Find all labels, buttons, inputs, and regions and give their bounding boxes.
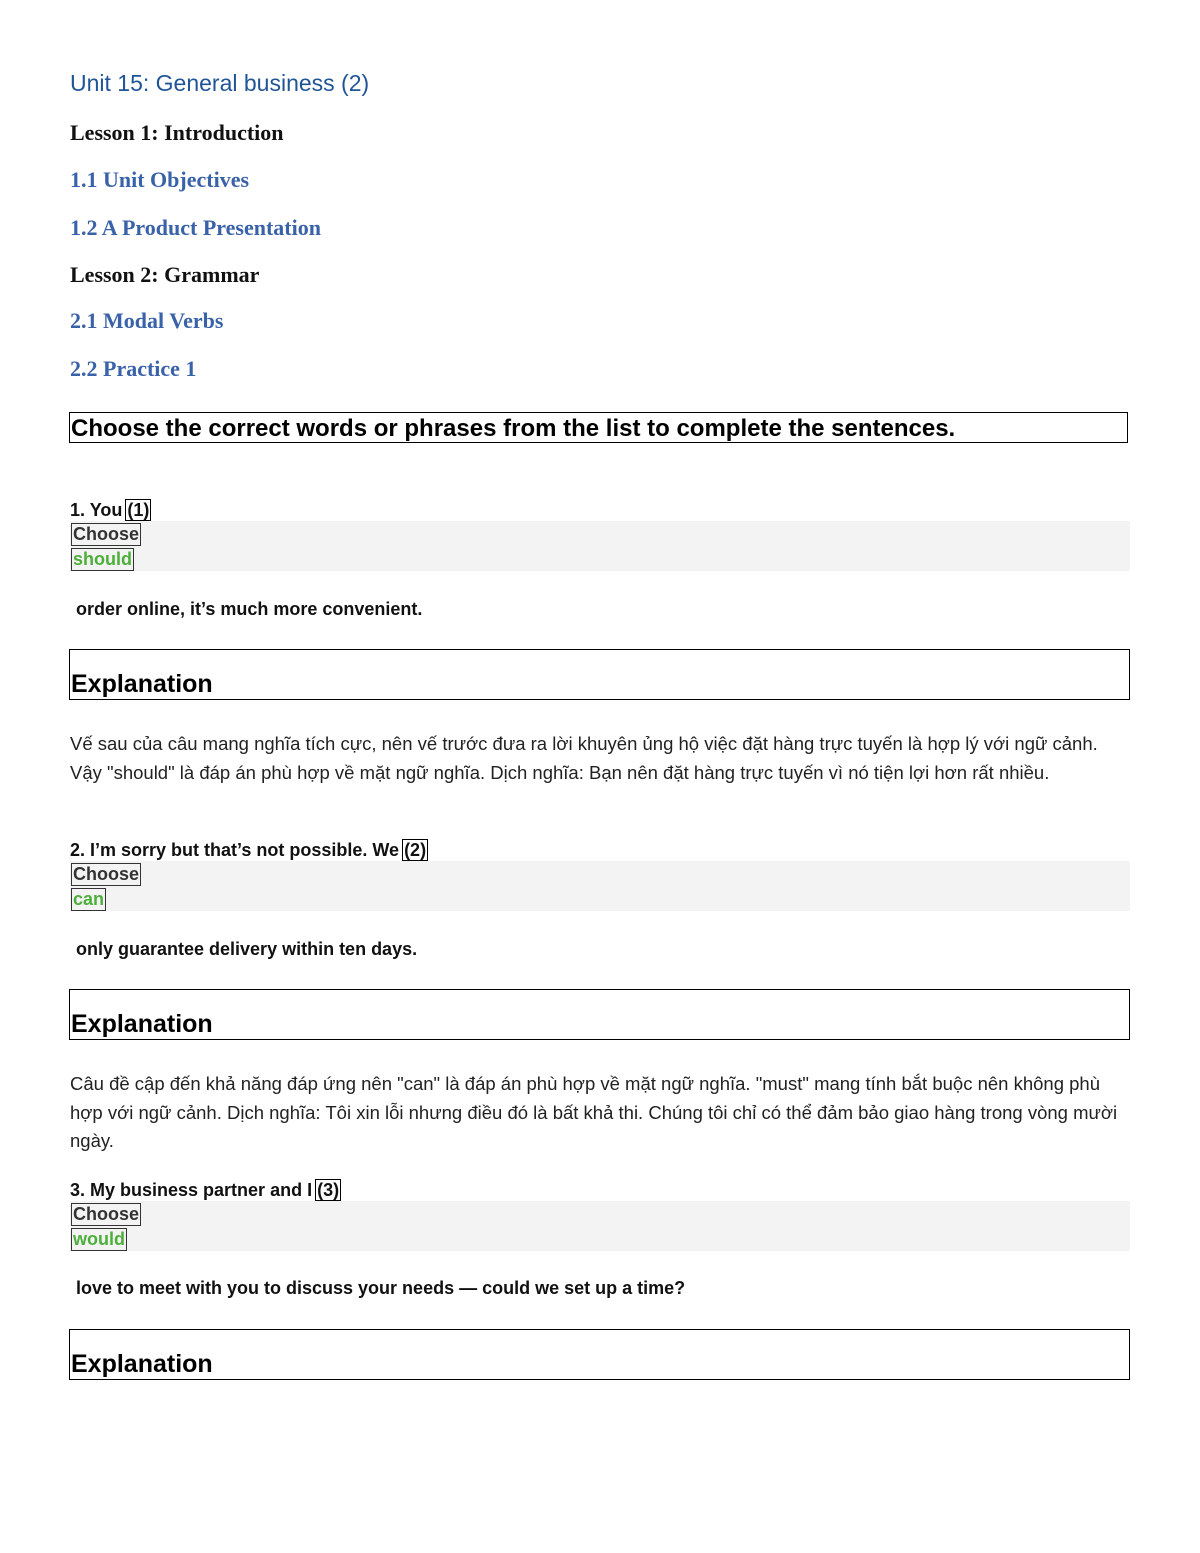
question-2-continuation: only guarantee delivery within ten days. [76, 939, 418, 959]
blank-1-number: (1) [127, 500, 150, 520]
blank-3-number: (3) [317, 1180, 340, 1200]
answer-select-3[interactable] [70, 1201, 1130, 1251]
answer-select-2[interactable] [70, 861, 1130, 911]
answer-select-1[interactable] [70, 521, 1130, 571]
lesson-1-heading: Lesson 1: Introduction [70, 120, 284, 145]
explanation-box-3 [69, 1329, 1130, 1380]
choose-dropdown-1[interactable]: Choose [73, 524, 140, 544]
explanation-text-2: Câu đề cập đến khả năng đáp ứng nên "can" là đáp án phù hợp về mặt ngữ nghĩa. "must" mang tính bắt buộc nên không phù hợp với ngữ cảnh. Dịch nghĩa: Tôi xin lỗi nhưng điều đó là bất khả thi. Chúng tôi chỉ có thể đảm bảo giao hàng trong vòng mười ngày. [70, 1073, 1118, 1151]
selected-answer-3[interactable]: would [73, 1229, 125, 1249]
explanation-box-2 [69, 989, 1130, 1040]
question-2-prefix [70, 838, 428, 862]
explanation-title-2: Explanation [71, 1010, 213, 1038]
question-2-text: 2. I’m sorry but that’s not possible. We [70, 840, 400, 860]
selected-answer-2[interactable]: can [73, 889, 105, 909]
explanation-box-1 [69, 649, 1130, 700]
explanation-title-1: Explanation [71, 670, 213, 698]
question-1-continuation: order online, it’s much more convenient. [76, 599, 423, 619]
explanation-text-1: Vế sau của câu mang nghĩa tích cực, nên vế trước đưa ra lời khuyên ủng hộ việc đặt hàng trực tuyến là hợp lý với ngữ cảnh. Vậy "should" là đáp án phù hợp về mặt ngữ nghĩa. Dịch nghĩa: Bạn nên đặt hàng trực tuyến vì nó tiện lợi hơn rất nhiều. [70, 733, 1098, 783]
question-3-prefix [70, 1178, 341, 1202]
explanation-title-3: Explanation [71, 1350, 213, 1378]
unit-title: Unit 15: General business (2) [70, 70, 370, 96]
choose-dropdown-3[interactable]: Choose [73, 1204, 140, 1224]
link-unit-objectives[interactable]: 1.1 Unit Objectives [70, 167, 250, 192]
link-product-presentation[interactable]: 1.2 A Product Presentation [70, 215, 321, 240]
selected-answer-1[interactable]: should [73, 549, 132, 569]
link-practice-1[interactable]: 2.2 Practice 1 [70, 356, 197, 381]
question-3-continuation: love to meet with you to discuss your needs — could we set up a time? [76, 1278, 686, 1298]
link-modal-verbs[interactable]: 2.1 Modal Verbs [70, 308, 224, 333]
question-3-text: 3. My business partner and I [70, 1180, 313, 1200]
instruction-box: Choose the correct words or phrases from the list to complete the sentences. [69, 412, 1128, 443]
question-1-prefix [70, 498, 151, 522]
blank-2-number: (2) [404, 840, 427, 860]
choose-dropdown-2[interactable]: Choose [73, 864, 140, 884]
question-1-text: 1. You [70, 500, 123, 520]
lesson-2-heading: Lesson 2: Grammar [70, 262, 260, 287]
